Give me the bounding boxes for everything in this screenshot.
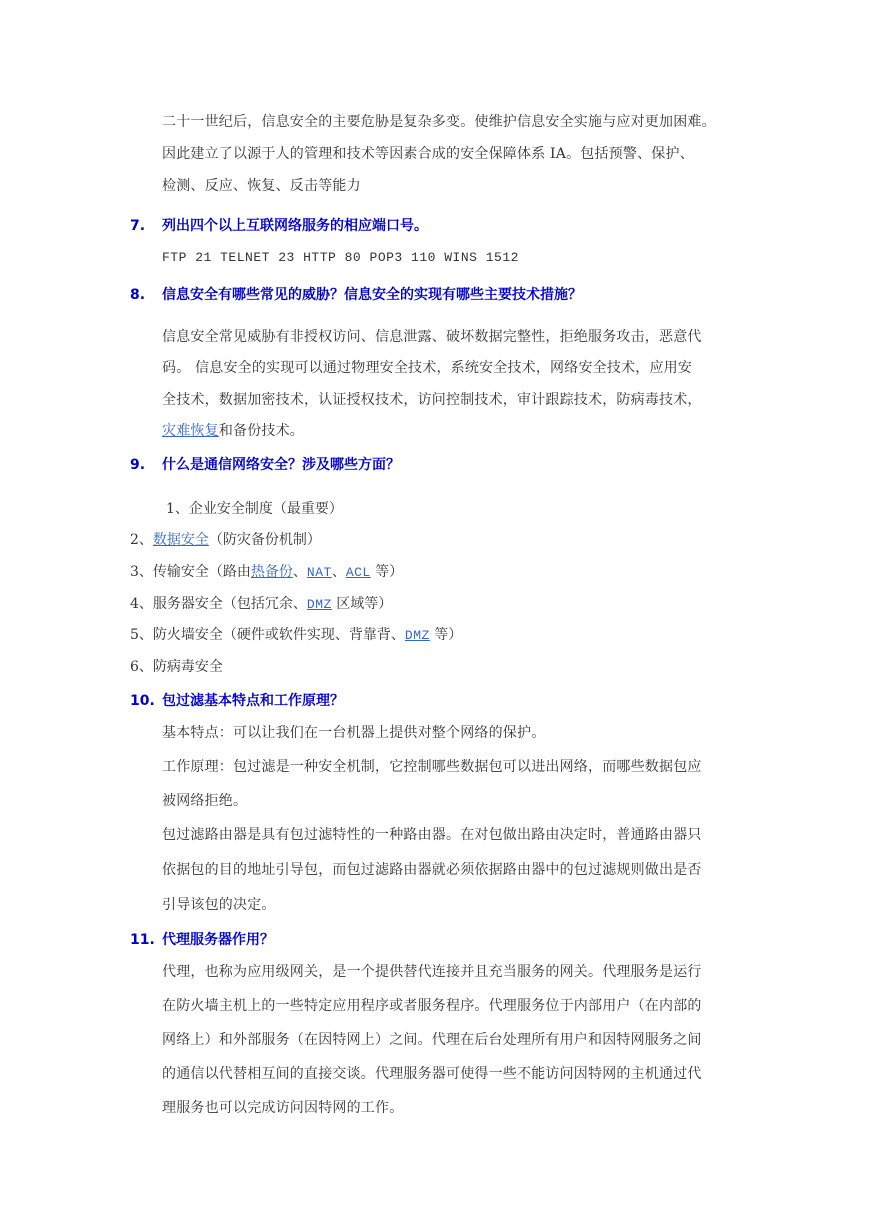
q9-item-3	[130, 558, 403, 587]
item-tail: 区域等）	[331, 596, 393, 612]
dmz-link[interactable]: DMZ	[306, 597, 332, 612]
separator: 、	[331, 564, 346, 580]
q10-line-5: 依据包的目的地址引导包，而包过滤路由器就必须依据路由器中的包过滤规则做出是否	[162, 862, 702, 878]
separator: 、	[292, 564, 307, 580]
item-prefix: 2、	[130, 532, 153, 548]
question-number: 10.	[130, 693, 155, 709]
q11-line-4: 的通信以代替相互间的直接交谈。代理服务器可使得一些不能访问因特网的主机通过代	[162, 1066, 702, 1082]
question-number: 9.	[130, 457, 146, 473]
disaster-recovery-link[interactable]: 灾难恢复	[162, 423, 219, 439]
question-9-heading	[130, 451, 400, 479]
q8-line-3: 全技术，数据加密技术，认证授权技术，访问控制技术，审计跟踪技术，防病毒技术，	[162, 392, 702, 408]
q11-line-1: 代理，也称为应用级网关，是一个提供替代连接并且充当服务的网关。代理服务是运行	[162, 964, 702, 980]
q10-line-4: 包过滤路由器是具有包过滤特性的一种路由器。在对包做出路由决定时，普通路由器只	[162, 827, 702, 843]
q7-answer: FTP 21 TELNET 23 HTTP 80 POP3 110 WINS 1512	[162, 250, 519, 265]
data-security-link[interactable]: 数据安全	[152, 532, 209, 548]
item-tail: （防灾备份机制）	[208, 532, 321, 548]
q9-item-6: 6、防病毒安全	[130, 659, 223, 675]
q8-line-2: 码。 信息安全的实现可以通过物理安全技术，系统安全技术，网络安全技术，应用安	[162, 360, 693, 376]
q10-line-3: 被网络拒绝。	[162, 793, 248, 809]
question-number: 7.	[130, 218, 146, 234]
q10-line-6: 引导该包的决定。	[162, 897, 276, 913]
question-10-heading	[130, 687, 344, 715]
q8-line-4	[162, 416, 304, 448]
nat-link[interactable]: NAT	[306, 565, 332, 580]
q10-line-2: 工作原理：包过滤是一种安全机制，它控制哪些数据包可以进出网络，而哪些数据包应	[162, 759, 702, 775]
question-title: 包过滤基本特点和工作原理？	[162, 693, 344, 709]
question-number: 8.	[130, 287, 146, 303]
hot-backup-link[interactable]: 热备份	[250, 564, 293, 580]
intro-line-1: 二十一世纪后，信息安全的主要危胁是复杂多变。使维护信息安全实施与应对更加困难。	[162, 114, 716, 130]
intro-line-2: 因此建立了以源于人的管理和技术等因素合成的安全保障体系 IA。包括预警、保护、	[162, 146, 694, 162]
q11-line-2: 在防火墙主机上的一些特定应用程序或者服务程序。代理服务位于内部用户（在内部的	[162, 998, 702, 1014]
item-prefix: 5、防火墙安全（硬件或软件实现、背靠背、	[130, 627, 405, 643]
item-prefix: 4、服务器安全（包括冗余、	[130, 596, 307, 612]
q9-item-1: 1、企业安全制度（最重要）	[166, 501, 343, 517]
question-title: 什么是通信网络安全？涉及哪些方面？	[162, 457, 400, 473]
question-number: 11.	[130, 932, 155, 948]
acl-link[interactable]: ACL	[345, 565, 371, 580]
question-title: 列出四个以上互联网络服务的相应端口号。	[162, 218, 428, 234]
question-7-heading	[130, 212, 428, 240]
q8-line-4-tail: 和备份技术。	[218, 423, 305, 439]
q11-line-5: 理服务也可以完成访问因特网的工作。	[162, 1100, 404, 1116]
q8-line-1: 信息安全常见威胁有非授权访问、信息泄露、破坏数据完整性，拒绝服务攻击，恶意代	[162, 329, 702, 345]
question-11-heading	[130, 926, 274, 954]
q10-line-1: 基本特点：可以让我们在一台机器上提供对整个网络的保护。	[162, 725, 546, 741]
q9-item-4	[130, 590, 392, 619]
question-title: 信息安全有哪些常见的威胁？信息安全的实现有哪些主要技术措施？	[162, 287, 582, 303]
q11-line-3: 网络上）和外部服务（在因特网上）之间。代理在后台处理所有用户和因特网服务之间	[162, 1032, 702, 1048]
q9-item-5	[130, 621, 462, 650]
question-8-heading	[130, 281, 582, 309]
q9-item-2	[130, 526, 321, 554]
intro-line-3: 检测、反应、恢复、反击等能力	[162, 178, 361, 194]
question-title: 代理服务器作用？	[162, 932, 274, 948]
item-prefix: 3、传输安全（路由	[130, 564, 251, 580]
item-tail: 等）	[370, 564, 404, 580]
dmz-link[interactable]: DMZ	[404, 628, 430, 643]
item-tail: 等）	[429, 627, 463, 643]
